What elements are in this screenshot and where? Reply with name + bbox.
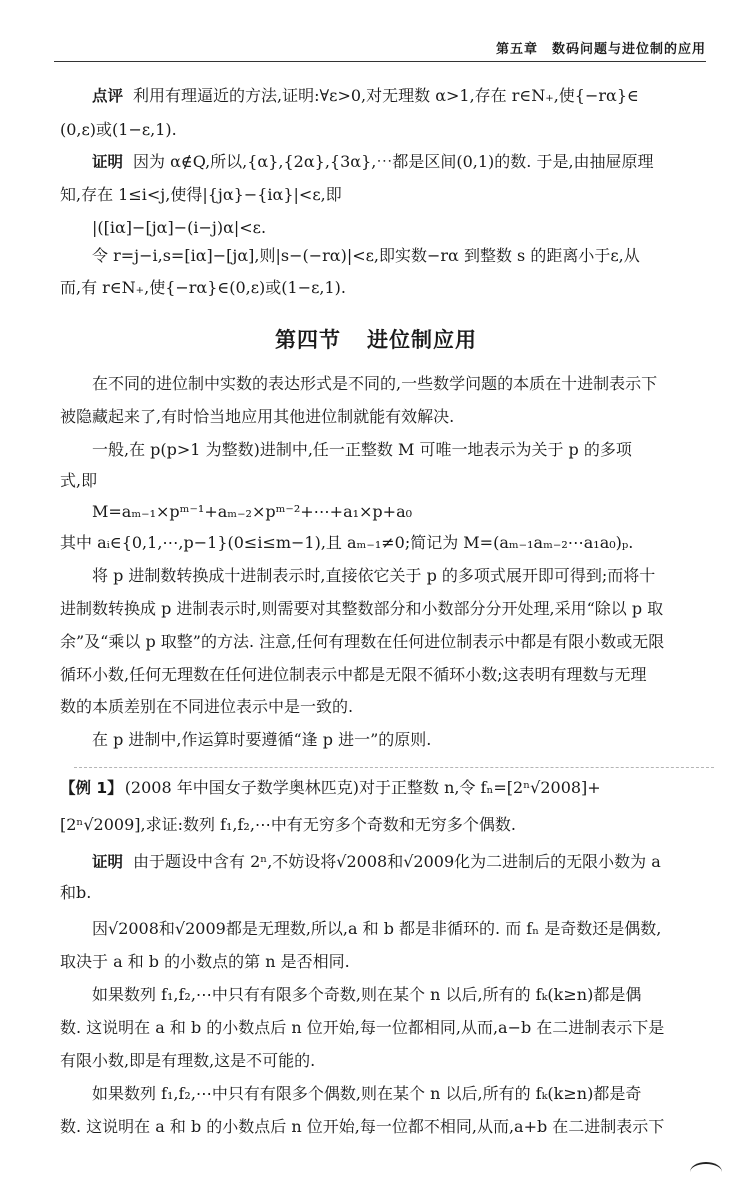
intro-p3: 其中 aᵢ∈{0,1,⋯,p−1}(0≤i≤m−1),且 aₘ₋₁≠0;简记为 M=(aₘ₋₁aₘ₋₂⋯a₁a₀)ₚ. (60, 533, 634, 552)
comment-line-2: (0,ε)或(1−ε,1). (60, 120, 177, 139)
comment-line-1: 点评 利用有理逼近的方法,证明:∀ε>0,对无理数 α>1,存在 r∈N₊,使{−rα}∈ (92, 86, 639, 105)
intro-p4-line-3: 余”及“乘以 p 取整”的方法. 注意,任何有理数在任何进位制表示中都是有限小数或无限 (60, 632, 665, 651)
example-label: 【例 1】 (60, 779, 123, 797)
proof2-p3-line-2: 数. 这说明在 a 和 b 的小数点后 n 位开始,每一位都相同,从而,a−b 在二进制表示下是 (60, 1018, 665, 1037)
proof2-p2-line-2: 取决于 a 和 b 的小数点的第 n 是否相同. (60, 952, 350, 971)
header-rule (54, 61, 706, 62)
proof2-p3-line-1: 如果数列 f₁,f₂,⋯中只有有限多个奇数,则在某个 n 以后,所有的 fₖ(k≥n)都是偶 (92, 985, 642, 1004)
intro-p1-line-1: 在不同的进位制中实数的表达形式是不同的,一些数学问题的本质在十进制表示下 (92, 374, 658, 393)
proof1-line-2: 知,存在 1≤i<j,使得|{jα}−{iα}|<ε,即 (60, 185, 342, 204)
intro-p1-line-2: 被隐藏起来了,有时恰当地应用其他进位制就能有效解决. (60, 407, 455, 426)
running-header: 第五章 数码问题与进位制的应用 (495, 42, 706, 57)
proof1-line-4: 令 r=j−i,s=[iα]−[jα],则|s−(−rα)|<ε,即实数−rα 到整数 s 的距离小于ε,从 (92, 246, 640, 265)
proof2-line-1: 证明 由于题设中含有 2ⁿ,不妨设将√2008和√2009化为二进制后的无限小数为 a (92, 852, 661, 871)
section-title: 第四节 进位制应用 (275, 328, 477, 352)
proof2-p4-line-1: 如果数列 f₁,f₂,⋯中只有有限多个偶数,则在某个 n 以后,所有的 fₖ(k≥n)都是奇 (92, 1084, 642, 1103)
proof1-line-1: 证明 因为 α∉Q,所以,{α},{2α},{3α},⋯都是区间(0,1)的数. 于是,由抽屉原理 (92, 152, 654, 171)
proof1-line-3: |([iα]−[jα]−(i−j)α|<ε. (92, 218, 267, 237)
proof2-label: 证明 (92, 853, 124, 871)
intro-p4-line-1: 将 p 进制数转换成十进制表示时,直接依它关于 p 的多项式展开即可得到;而将十 (92, 566, 656, 585)
proof1-line-5: 而,有 r∈N₊,使{−rα}∈(0,ε)或(1−ε,1). (60, 278, 347, 297)
polynomial-formula: M=aₘ₋₁×pᵐ⁻¹+aₘ₋₂×pᵐ⁻²+⋯+a₁×p+a₀ (92, 502, 413, 521)
intro-p5: 在 p 进制中,作运算时要遵循“逢 p 进一”的原则. (92, 730, 432, 749)
proof1-label: 证明 (92, 153, 124, 171)
example-line-2: [2ⁿ√2009],求证:数列 f₁,f₂,⋯中有无穷多个奇数和无穷多个偶数. (60, 815, 516, 834)
proof2-line-2: 和b. (60, 883, 92, 902)
page-curl-mark (690, 1162, 722, 1182)
intro-p2-line-1: 一般,在 p(p>1 为整数)进制中,任一正整数 M 可唯一地表示为关于 p 的多项 (92, 440, 632, 459)
proof2-p3-line-3: 有限小数,即是有理数,这是不可能的. (60, 1051, 316, 1070)
proof2-p2-line-1: 因√2008和√2009都是无理数,所以,a 和 b 都是非循环的. 而 fₙ 是奇数还是偶数, (92, 919, 662, 938)
comment-label: 点评 (92, 87, 124, 105)
example-line-1: 【例 1】 (2008 年中国女子数学奥林匹克)对于正整数 n,令 fₙ=[2ⁿ√2008]+ (60, 778, 601, 797)
intro-p4-line-2: 进制数转换成 p 进制表示时,则需要对其整数部分和小数部分分开处理,采用“除以 p 取 (60, 599, 664, 618)
intro-p4-line-4: 循环小数,任何无理数在任何进位制表示中都是无限不循环小数;这表明有理数与无理 (60, 665, 647, 684)
intro-p2-line-2: 式,即 (60, 471, 98, 490)
section-separator (74, 767, 714, 768)
proof2-p4-line-2: 数. 这说明在 a 和 b 的小数点后 n 位开始,每一位都不相同,从而,a+b 在二进制表示下 (60, 1117, 665, 1136)
intro-p4-line-5: 数的本质差别在不同进位表示中是一致的. (60, 697, 354, 716)
